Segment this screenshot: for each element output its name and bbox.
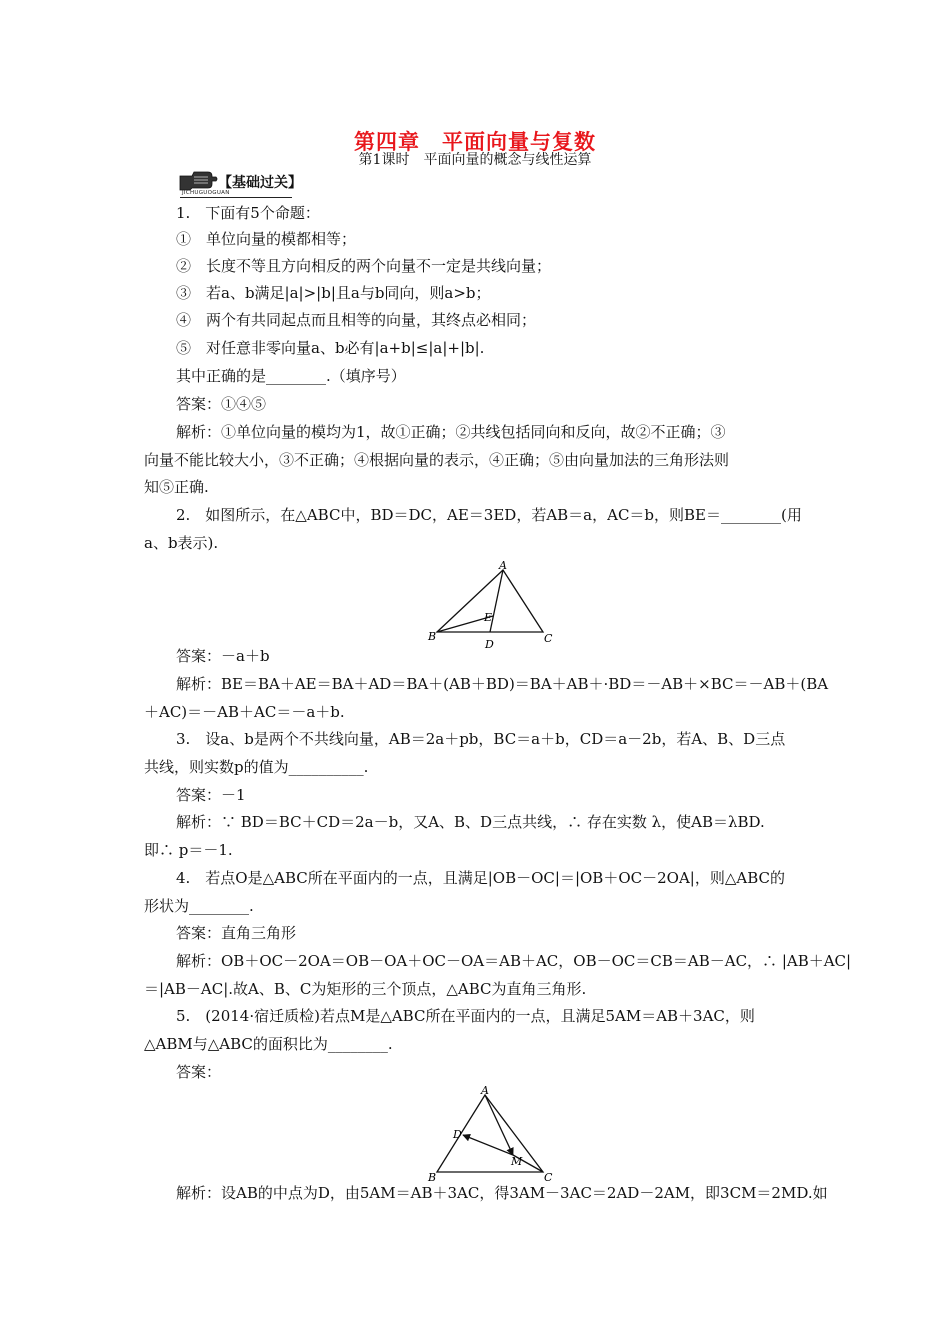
q4-explanation-line-2: ＝|AB－AC|.故A、B、C为矩形的三个顶点，△ABC为直角三角形. [144, 980, 587, 998]
q5-explanation-line-1: 解析：设AB的中点为D，由5AM＝AB＋3AC，得3AM－3AC＝2AD－2AM，即3CM＝2MD.如 [176, 1184, 828, 1202]
q2-stem-line-2: a、b表示). [144, 534, 219, 552]
q1-proposition-4: ④ 两个有共同起点而且相等的向量，其终点必相同； [176, 311, 537, 329]
q2-answer: 答案：－a＋b [176, 647, 270, 665]
q1-ask: 其中正确的是________.（填序号） [176, 367, 406, 385]
q5-stem-line-1: 5. (2014·宿迁质检)若点M是△ABC所在平面内的一点，且满足5AM＝AB＋3AC，则 [176, 1007, 755, 1025]
q1-proposition-5: ⑤ 对任意非零向量a、b必有|a+b|≤|a|+|b|. [176, 339, 485, 357]
q4-answer: 答案：直角三角形 [176, 924, 297, 942]
section-badge-pinyin: JICHUGUOGUAN [182, 190, 230, 196]
q2-stem-line-1: 2. 如图所示，在△ABC中，BD＝DC，AE＝3ED，若AB＝a，AC＝b，则BE＝________(用 [176, 506, 802, 524]
label-d: D [453, 1128, 462, 1141]
q3-answer: 答案：－1 [176, 786, 246, 804]
label-d: D [485, 638, 494, 650]
q3-explanation-line-2: 即∴ p＝－1. [144, 841, 233, 859]
q3-stem-line-1: 3. 设a、b是两个不共线向量，AB＝2a＋pb，BC＝a＋b，CD＝a－2b，若A、B、D三点 [176, 730, 786, 748]
q3-stem-line-2: 共线，则实数p的值为__________. [144, 758, 369, 776]
label-m: M [511, 1155, 523, 1168]
q1-explanation-line-2: 向量不能比较大小，③不正确；④根据向量的表示，④正确；⑤由向量加法的三角形法则 [144, 451, 730, 469]
q3-explanation-line-1: 解析：∵ BD＝BC＋CD＝2a－b，又A、B、D三点共线，∴ 存在实数 λ，使AB＝λBD. [176, 813, 765, 831]
q4-stem-line-2: 形状为________. [144, 897, 254, 915]
label-c: C [544, 632, 553, 645]
q1-proposition-3: ③ 若a、b满足|a|>|b|且a与b同向，则a>b； [176, 284, 491, 302]
q2-explanation-line-2: ＋AC)＝－AB＋AC＝－a＋b. [144, 703, 345, 721]
label-b: B [428, 1171, 437, 1184]
label-b: B [428, 630, 437, 643]
q4-explanation-line-1: 解析：OB＋OC－2OA＝OB－OA＋OC－OA＝AB＋AC，OB－OC＝CB＝AB－AC，∴ |AB＋AC| [176, 952, 852, 970]
q5-stem-line-2: △ABM与△ABC的面积比为________. [144, 1035, 393, 1053]
label-a: A [499, 559, 507, 572]
lesson-title: 第1课时 平面向量的概念与线性运算 [358, 152, 592, 168]
section-badge-label: 【基础过关】 [218, 175, 302, 191]
q1-explanation-line-1: 解析：①单位向量的模均为1，故①正确；②共线包括同向和反向，故②不正确；③ [176, 423, 726, 441]
q2-triangle-figure [425, 558, 560, 650]
q1-explanation-line-3: 知⑤正确. [144, 478, 209, 496]
q1-proposition-2: ② 长度不等且方向相反的两个向量不一定是共线向量； [176, 257, 552, 275]
q4-stem-line-1: 4. 若点O是△ABC所在平面内的一点，且满足|OB－OC|＝|OB＋OC－2OA|，则△ABC的 [176, 869, 785, 887]
section-badge [176, 168, 326, 202]
label-a: A [481, 1085, 489, 1097]
q1-proposition-1: ① 单位向量的模都相等； [176, 230, 357, 248]
badge-underline [180, 197, 292, 198]
label-c: C [544, 1171, 553, 1184]
q2-explanation-line-1: 解析：BE＝BA＋AE＝BA＋AD＝BA＋(AB＋BD)＝BA＋AB＋·BD＝－AB＋×BC＝－AB＋(BA [176, 675, 829, 693]
q5-answer: 答案： [176, 1063, 222, 1081]
chapter-title: 第四章 平面向量与复数 [354, 130, 596, 154]
q1-stem: 1. 下面有5个命题： [176, 204, 320, 222]
q1-answer: 答案：①④⑤ [176, 395, 267, 413]
q5-triangle-figure [425, 1085, 560, 1185]
label-e: E [484, 611, 493, 624]
